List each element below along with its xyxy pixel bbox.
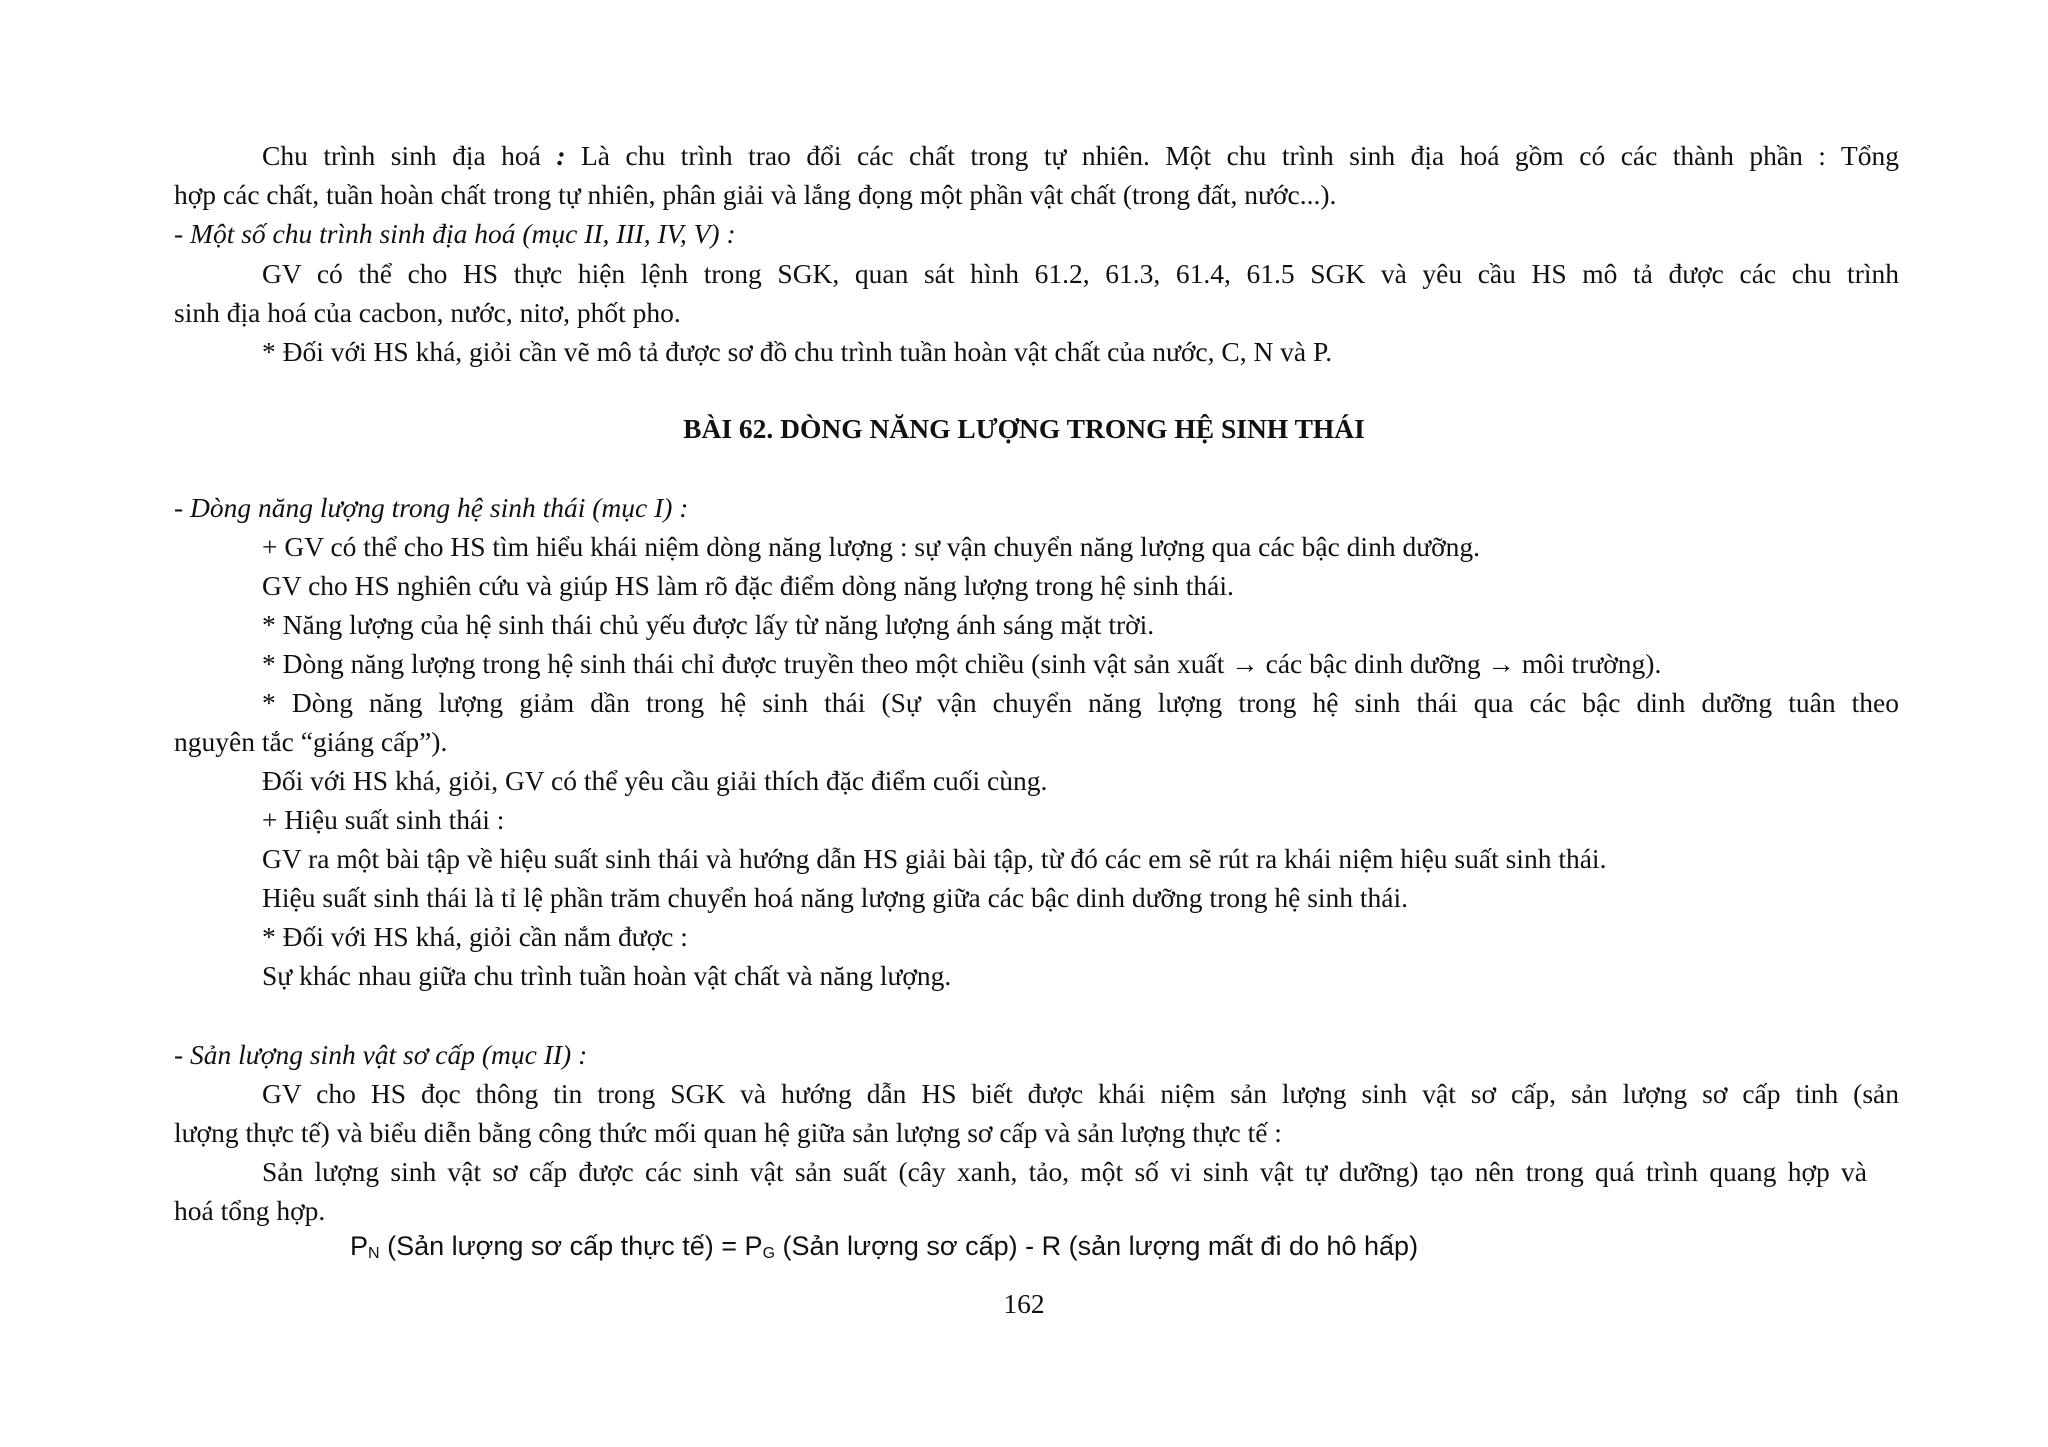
page-number: 162 — [1003, 1288, 1045, 1319]
paragraph-line: Hiệu suất sinh thái là tỉ lệ phần trăm chuyển hoá năng lượng giữa các bậc dinh dưỡng trong hệ sinh thái. — [262, 882, 1409, 913]
paragraph-line: hoá tổng hợp. — [174, 1195, 326, 1226]
production-formula — [350, 1228, 1418, 1264]
paragraph-line: + Hiệu suất sinh thái : — [262, 804, 505, 835]
term-colon: : — [556, 140, 566, 171]
formula-subscript: G — [762, 1245, 776, 1262]
formula-subscript: N — [368, 1245, 380, 1262]
paragraph-line: * Đối với HS khá, giỏi cần nắm được : — [262, 921, 688, 952]
paragraph-line: hợp các chất, tuần hoàn chất trong tự nhiên, phân giải và lắng đọng một phần vật chất (trong đất, nước...). — [174, 179, 1337, 210]
formula-text: (Sản lượng sơ cấp) - R (sản lượng mất đi do hô hấp) — [775, 1231, 1419, 1261]
paragraph-line: Đối với HS khá, giỏi, GV có thể yêu cầu giải thích đặc điểm cuối cùng. — [262, 765, 1048, 796]
definition-text: Là chu trình trao đổi các chất trong tự nhiên. Một chu trình sinh địa hoá gồm có các thành phần : Tổng — [565, 140, 1899, 171]
paragraph-line: GV cho HS đọc thông tin trong SGK và hướng dẫn HS biết được khái niệm sản lượng sinh vật sơ cấp, sản lượng sơ cấp tinh (sản — [262, 1078, 1899, 1109]
paragraph-line: Sự khác nhau giữa chu trình tuần hoàn vật chất và năng lượng. — [262, 960, 952, 991]
paragraph-line: * Dòng năng lượng trong hệ sinh thái chỉ được truyền theo một chiều (sinh vật sản xuất → các bậc dinh dưỡng → môi trường). — [262, 648, 1662, 679]
formula-text: (Sản lượng sơ cấp thực tế) = — [379, 1231, 745, 1261]
paragraph-line: nguyên tắc “giáng cấp”). — [174, 726, 448, 757]
section-subheading: - Sản lượng sinh vật sơ cấp (mục II) : — [174, 1039, 588, 1070]
paragraph-line — [262, 138, 1899, 174]
paragraph-line: * Đối với HS khá, giỏi cần vẽ mô tả được sơ đồ chu trình tuần hoàn vật chất của nước, C, N và P. — [262, 336, 1333, 367]
paragraph-line: GV cho HS nghiên cứu và giúp HS làm rõ đặc điểm dòng năng lượng trong hệ sinh thái. — [262, 570, 1234, 601]
paragraph-line: GV ra một bài tập về hiệu suất sinh thái và hướng dẫn HS giải bài tập, từ đó các em sẽ rút ra khái niệm hiệu suất sinh thái. — [262, 843, 1607, 874]
lesson-title: BÀI 62. DÒNG NĂNG LƯỢNG TRONG HỆ SINH THÁI — [683, 413, 1365, 444]
formula-symbol: P — [744, 1231, 763, 1261]
paragraph-line: + GV có thể cho HS tìm hiểu khái niệm dòng năng lượng : sự vận chuyển năng lượng qua các bậc dinh dưỡng. — [262, 531, 1481, 562]
section-subheading: - Dòng năng lượng trong hệ sinh thái (mục I) : — [174, 492, 689, 523]
paragraph-line: * Năng lượng của hệ sinh thái chủ yếu được lấy từ năng lượng ánh sáng mặt trời. — [262, 609, 1155, 640]
term-text: Chu trình sinh địa hoá — [262, 140, 557, 171]
section-subheading: - Một số chu trình sinh địa hoá (mục II, III, IV, V) : — [174, 218, 736, 249]
paragraph-line: lượng thực tế) và biểu diễn bằng công thức mối quan hệ giữa sản lượng sơ cấp và sản lượng thực tế : — [174, 1117, 1282, 1148]
paragraph-line: sinh địa hoá của cacbon, nước, nitơ, phốt pho. — [174, 297, 681, 328]
paragraph-line: GV có thể cho HS thực hiện lệnh trong SGK, quan sát hình 61.2, 61.3, 61.4, 61.5 SGK và yêu cầu HS mô tả được các chu trình — [262, 258, 1899, 289]
formula-symbol: P — [350, 1231, 369, 1261]
paragraph-line: Sản lượng sinh vật sơ cấp được các sinh vật sản suất (cây xanh, tảo, một số vi sinh vật tự dưỡng) tạo nên trong quá trình quang hợp và — [262, 1156, 1867, 1187]
paragraph-line: * Dòng năng lượng giảm dần trong hệ sinh thái (Sự vận chuyển năng lượng trong hệ sinh thái qua các bậc dinh dưỡng tuân theo — [262, 687, 1899, 718]
